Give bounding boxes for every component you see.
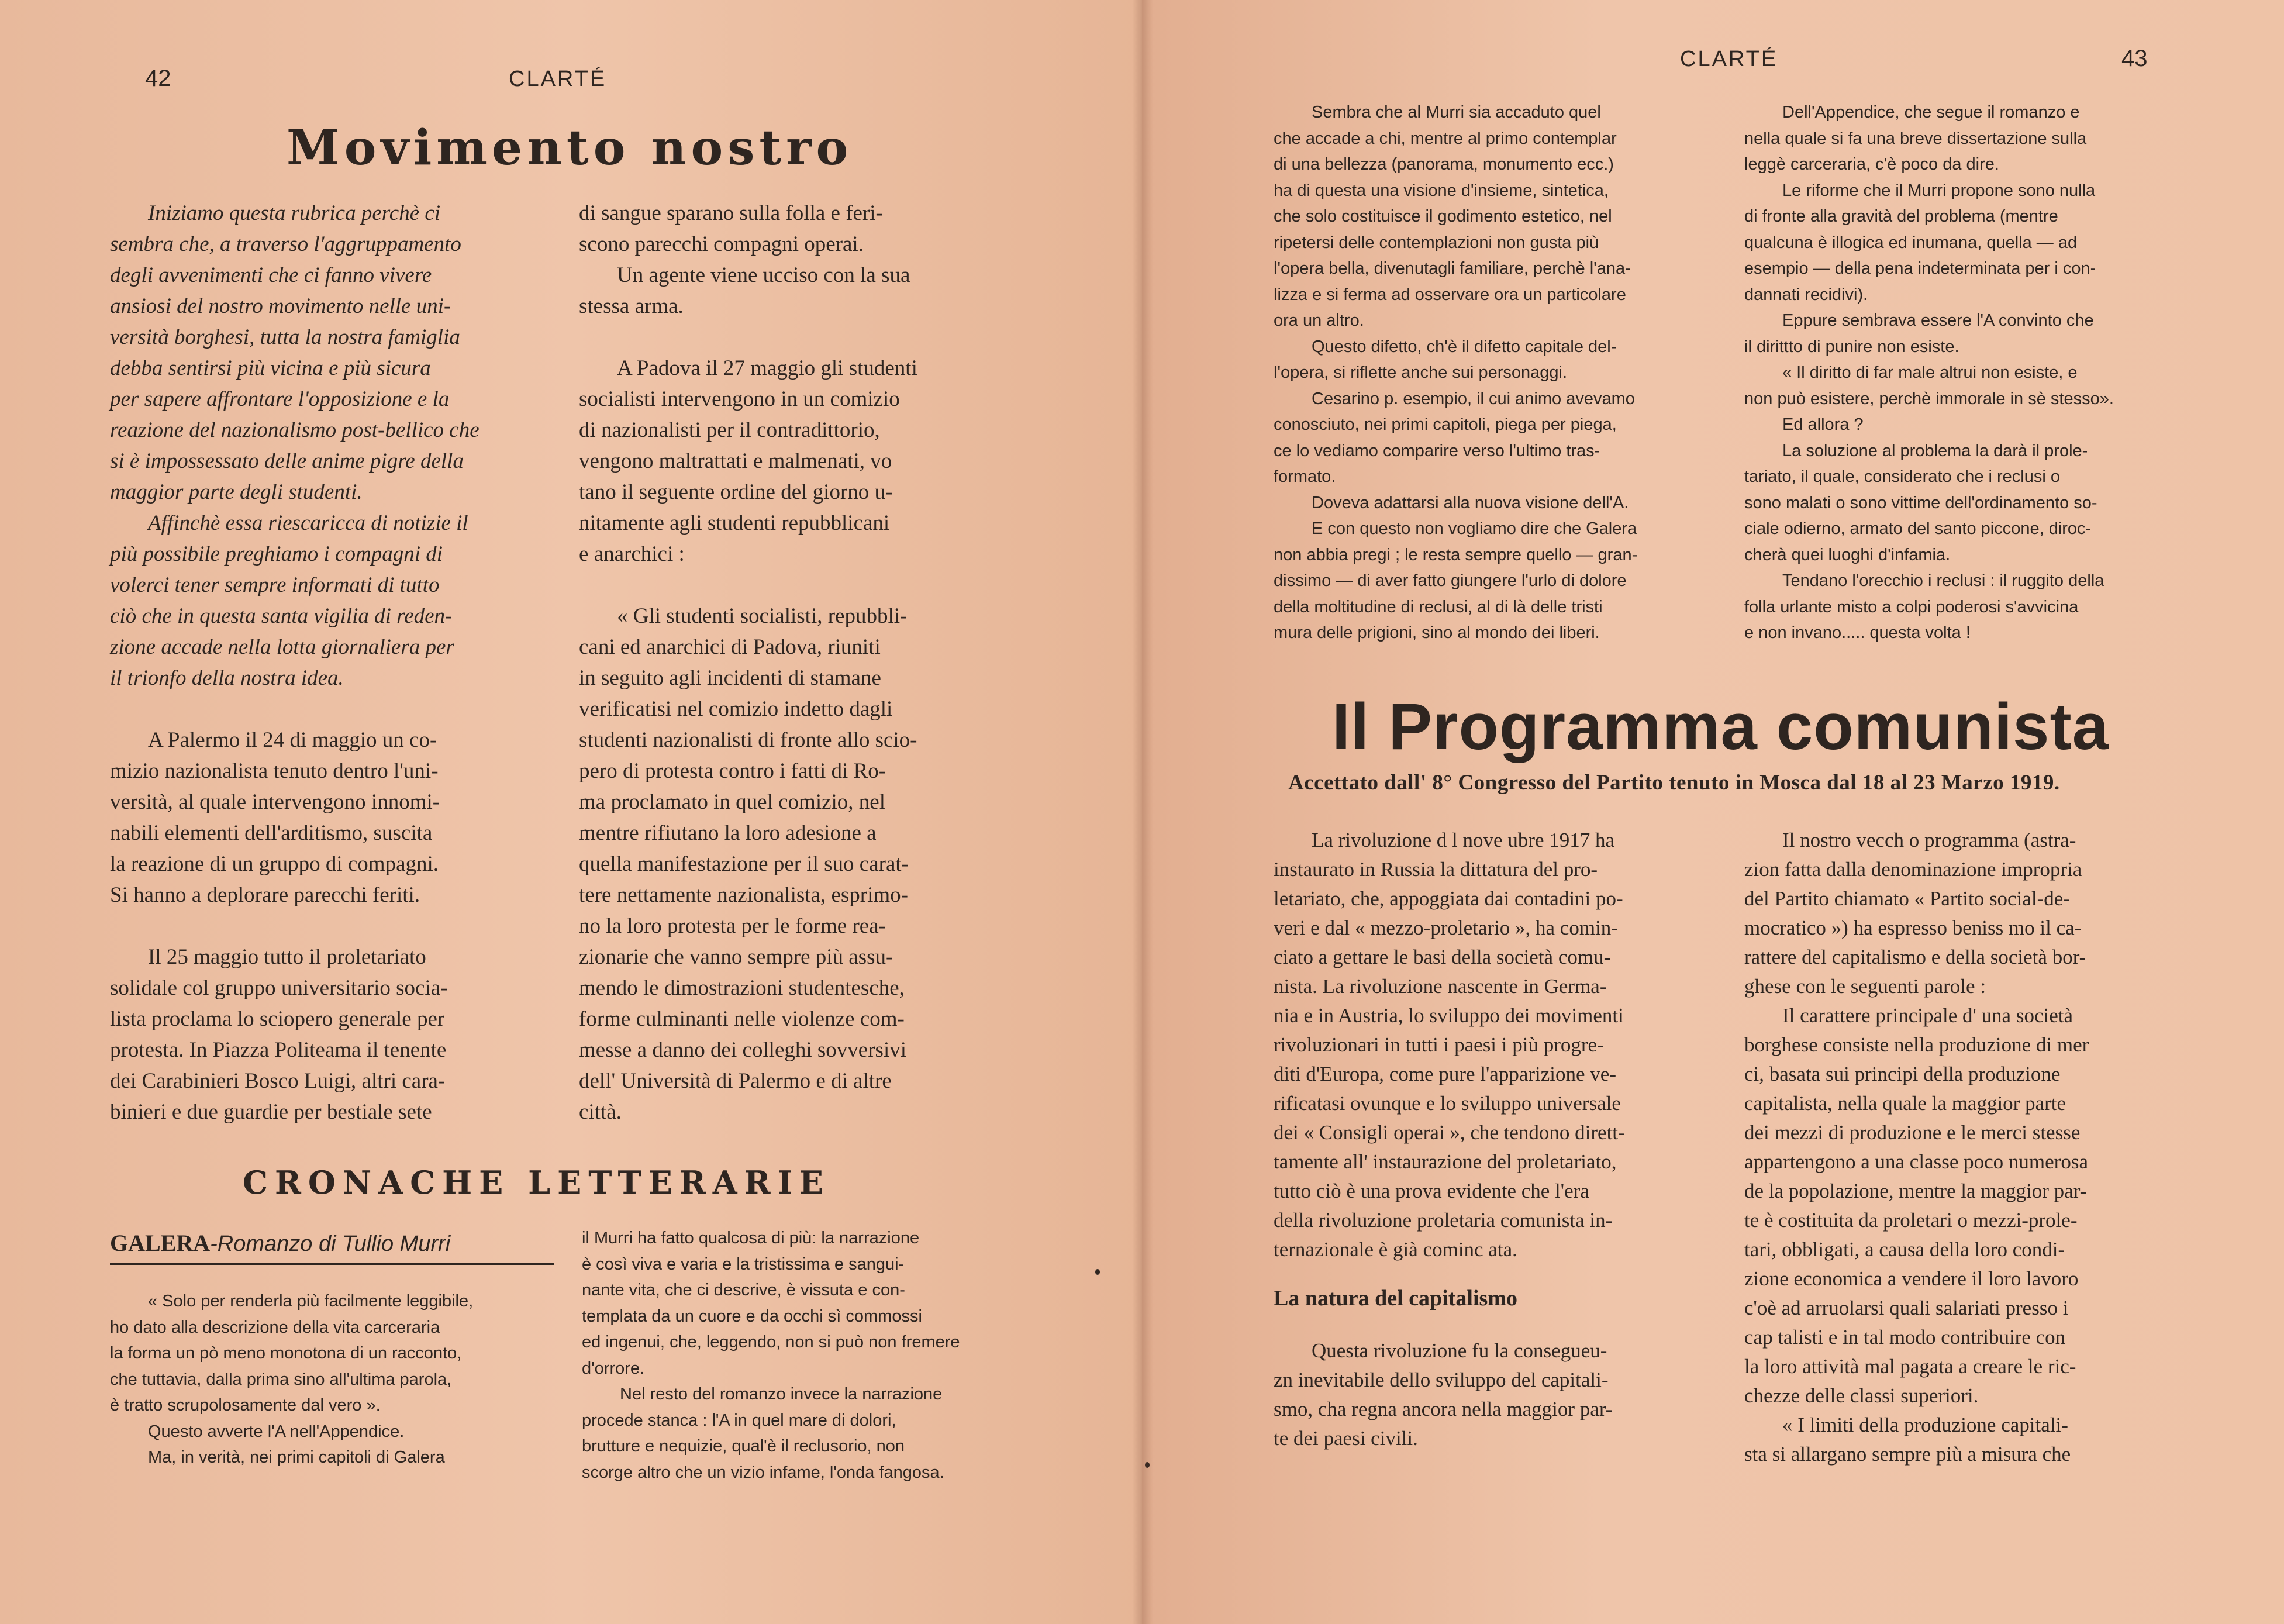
text-line: versità, al quale intervengono innomi-: [110, 790, 440, 814]
text-line: studenti nazionalisti di fronte allo scio-: [579, 728, 917, 752]
text-line: nabili elementi dell'arditismo, suscita: [110, 821, 433, 845]
text-line: ansiosi del nostro movimento nelle uni-: [110, 294, 451, 318]
text-line: Ed allora ?: [1782, 415, 1864, 434]
text-line: per sapere affrontare l'opposizione e la: [110, 387, 450, 411]
right-column: [579, 198, 1022, 1128]
review-column-4: [1744, 99, 2168, 646]
text-line: pero di protesta contro i fatti di Ro-: [579, 759, 886, 783]
text-line: Iniziamo questa rubrica perchè ci: [148, 201, 441, 225]
text-line: templata da un cuore e da occhi sì commossi: [582, 1306, 922, 1326]
text-line: Questo difetto, ch'è il difetto capitale del-: [1312, 337, 1617, 356]
text-line: è così viva e varia e la tristissima e sangui-: [582, 1254, 905, 1274]
text-line: smo, cha regna ancora nella maggior par-: [1274, 1398, 1613, 1420]
text-line: della moltitudine di reclusi, al di là delle tristi: [1274, 597, 1603, 616]
text-line: ed ingenui, che, leggendo, non si può non fremere: [582, 1333, 960, 1351]
text-line: lizza e si ferma ad osservare ora un particolare: [1274, 285, 1626, 304]
text-line: Le riforme che il Murri propone sono nulla: [1782, 181, 2096, 200]
text-line: mocratico ») ha espresso beniss mo il ca-: [1744, 916, 2082, 939]
text-line: quella manifestazione per il suo carat-: [579, 852, 909, 876]
text-line: zn inevitabile dello sviluppo del capitali-: [1274, 1368, 1609, 1391]
text-line: mizio nazionalista tenuto dentro l'uni-: [110, 759, 439, 783]
text-line: nitamente agli studenti repubblicani: [579, 511, 890, 535]
text-line: la forma un pò meno monotona di un racconto,: [110, 1344, 462, 1363]
text-line: il Murri ha fatto qualcosa di più: la narrazione: [582, 1229, 920, 1247]
review-column-1: [110, 1288, 554, 1471]
text-line: ce lo vediamo comparire verso l'ultimo tras-: [1274, 441, 1600, 460]
text-line: Il 25 maggio tutto il proletariato: [148, 945, 426, 969]
program-column-1b: [1274, 1336, 1689, 1453]
text-line: ternazionale è già cominc ata.: [1274, 1238, 1517, 1261]
text-line: de la popolazione, mentre la maggior par-: [1744, 1180, 2087, 1202]
text-line: chezze delle classi superiori.: [1744, 1384, 1979, 1407]
text-line: capitalista, nella quale la maggior parte: [1744, 1092, 2066, 1115]
program-column-1: [1274, 826, 1689, 1264]
text-line: A Padova il 27 maggio gli studenti: [617, 356, 917, 380]
text-line: scorge altro che un vizio infame, l'onda fangosa.: [582, 1463, 944, 1482]
ink-speck: [1095, 1269, 1100, 1275]
program-column-2: [1744, 826, 2161, 1469]
text-line: procede stanca : l'A in quel mare di dolori,: [582, 1411, 896, 1430]
text-line: Il nostro vecch o programma (astra-: [1782, 829, 2076, 851]
padova-quote: [579, 601, 1022, 1128]
text-line: binieri e due guardie per bestiale sete: [110, 1100, 432, 1124]
text-line: nista. La rivoluzione nascente in Germa-: [1274, 975, 1607, 998]
text-line: e non invano..... questa volta !: [1744, 623, 1971, 642]
text-line: folla urlante misto a colpi poderosi s'avvicina: [1744, 597, 2079, 616]
text-line: La soluzione al problema la darà il prole-: [1782, 441, 2088, 460]
right-page: [1142, 0, 2284, 1624]
text-line: vengono maltrattati e malmenati, vo: [579, 449, 892, 473]
text-line: debba sentirsi più vicina e più sicura: [110, 356, 431, 380]
text-line: Affinchè essa riescaricca di notizie il: [148, 511, 468, 535]
text-line: A Palermo il 24 di maggio un co-: [148, 728, 437, 752]
text-line: zion fatta dalla denominazione impropria: [1744, 858, 2082, 881]
text-line: te è costituita da proletari o mezzi-prole-: [1744, 1209, 2078, 1232]
text-line: che solo costituisce il godimento estetico, nel: [1274, 207, 1612, 226]
book-title: GALERA: [110, 1230, 211, 1256]
text-line: rificatasi ovunque e lo sviluppo universale: [1274, 1092, 1621, 1115]
program-subtitle: Accettato dall' 8° Congresso del Partito tenuto in Mosca dal 18 al 23 Marzo 1919.: [1288, 771, 2060, 795]
text-line: zione economica a vendere il loro lavoro: [1744, 1267, 2079, 1290]
running-head: CLARTÉ: [509, 67, 607, 91]
text-line: tutto ciò è una prova evidente che l'era: [1274, 1180, 1589, 1202]
text-line: non abbia pregi ; le resta sempre quello — gran-: [1274, 545, 1638, 564]
text-line: nante vita, che ci descrive, è vissuta e con-: [582, 1281, 905, 1299]
text-line: mendo le dimostrazioni studentesche,: [579, 976, 905, 1000]
text-line: Questo avverte l'A nell'Appendice.: [148, 1422, 405, 1441]
text-line: appartengono a una classe poco numerosa: [1744, 1150, 2088, 1173]
text-line: forme culminanti nelle violenze com-: [579, 1007, 905, 1031]
text-line: volerci tener sempre informati di tutto: [110, 573, 440, 597]
text-line: di nazionalisti per il contradittorio,: [579, 418, 880, 442]
text-line: di sangue sparano sulla folla e feri-: [579, 201, 883, 225]
text-line: brutture e nequizie, qual'è il reclusorio, non: [582, 1437, 905, 1456]
text-line: dissimo — di aver fatto giungere l'urlo di dolore: [1274, 571, 1627, 590]
text-line: « Il diritto di far male altrui non esiste, e: [1782, 363, 2078, 382]
text-line: tamente all' instaurazione del proletariato,: [1274, 1150, 1617, 1173]
text-line: degli avvenimenti che ci fanno vivere: [110, 263, 432, 287]
text-line: Nel resto del romanzo invece la narrazione: [620, 1385, 943, 1404]
text-line: di fronte alla gravità del problema (mentre: [1744, 207, 2058, 226]
text-line: si è impossessato delle anime pigre della: [110, 449, 464, 473]
text-line: solidale col gruppo universitario socia-: [110, 976, 448, 1000]
may-25-paragraph: [110, 942, 550, 1128]
text-line: ciato a gettare le basi della società comu-: [1274, 946, 1611, 968]
text-line: scono parecchi compagni operai.: [579, 232, 864, 256]
text-line: dei Carabinieri Bosco Luigi, altri cara-: [110, 1069, 446, 1093]
text-line: Si hanno a deplorare parecchi feriti.: [110, 883, 420, 907]
text-line: è tratto scrupolosamente dal vero ».: [110, 1396, 381, 1415]
text-line: letariato, che, appoggiata dai contadini po-: [1274, 887, 1623, 910]
text-line: socialisti intervengono in un comizio: [579, 387, 900, 411]
section-title-cronache: CRONACHE LETTERARIE: [243, 1164, 830, 1201]
text-line: sta si allargano sempre più a misura che: [1744, 1443, 2071, 1466]
text-line: la loro attività mal pagata a creare le ric-: [1744, 1355, 2076, 1378]
text-line: ghese con le seguenti parole :: [1744, 975, 1986, 998]
text-line: il dirittto di punire non esiste.: [1744, 337, 1959, 356]
text-line: cap talisti e in tal modo contribuire con: [1744, 1326, 2066, 1349]
book-gutter: [1132, 0, 1153, 1624]
text-line: Questa rivoluzione fu la consegueu-: [1312, 1339, 1607, 1362]
text-line: Eppure sembrava essere l'A convinto che: [1782, 311, 2094, 330]
text-line: l'opera, si riflette anche sui personaggi.: [1274, 363, 1568, 382]
text-line: tano il seguente ordine del giorno u-: [579, 480, 893, 504]
text-line: di una bellezza (panorama, monumento ecc.): [1274, 155, 1614, 174]
article-title: Movimento nostro: [287, 120, 853, 176]
text-line: sembra che, a traverso l'aggruppamento: [110, 232, 461, 256]
running-head: CLARTÉ: [1680, 47, 1778, 71]
text-line: in seguito agli incidenti di stamane: [579, 666, 881, 690]
text-line: zione accade nella lotta giornaliera per: [110, 635, 454, 659]
text-line: che tuttavia, dalla prima sino all'ultima parola,: [110, 1370, 452, 1389]
review-column-2: [582, 1225, 1032, 1485]
text-line: ma proclamato in quel comizio, nel: [579, 790, 885, 814]
text-line: stessa arma.: [579, 294, 684, 318]
text-line: reazione del nazionalismo post-bellico che: [110, 418, 479, 442]
text-line: Dell'Appendice, che segue il romanzo e: [1782, 103, 2080, 122]
text-line: ha di questa una visione d'insieme, sintetica,: [1274, 181, 1609, 200]
text-line: esempio — della pena indeterminata per i con-: [1744, 259, 2096, 278]
page-number: 42: [145, 65, 171, 91]
text-line: tari, obbligati, a causa della loro condi-: [1744, 1238, 2065, 1261]
text-line: mentre rifiutano la loro adesione a: [579, 821, 877, 845]
text-line: ciale odierno, armato del santo piccone, diroc-: [1744, 519, 2092, 538]
text-line: messe a danno dei colleghi sovversivi: [579, 1038, 907, 1062]
book-subtitle: -Romanzo di Tullio Murri: [210, 1232, 451, 1256]
text-line: « Solo per renderla più facilmente leggibile,: [148, 1292, 474, 1311]
book-review-title: [110, 1229, 450, 1257]
program-title: Il Programma comunista: [1332, 690, 2110, 763]
text-line: no la loro protesta per le forme rea-: [579, 914, 886, 938]
text-line: dell' Università di Palermo e di altre: [579, 1069, 892, 1093]
text-line: E con questo non vogliamo dire che Galera: [1312, 519, 1637, 538]
text-line: c'oè ad arruolarsi quali salariati presso i: [1744, 1297, 2069, 1319]
text-line: veri e dal « mezzo-proletario », ha comin-: [1274, 916, 1618, 939]
text-line: ripetersi delle contemplazioni non gusta più: [1274, 233, 1599, 252]
text-line: nella quale si fa una breve dissertazione sulla: [1744, 129, 2087, 148]
section-heading: La natura del capitalismo: [1274, 1286, 1517, 1311]
text-line: dei mezzi di produzione e le merci stesse: [1744, 1121, 2081, 1144]
text-line: città.: [579, 1100, 622, 1124]
text-line: La rivoluzione d l nove ubre 1917 ha: [1312, 829, 1615, 851]
text-line: ora un altro.: [1274, 311, 1364, 330]
text-line: instaurato in Russia la dittatura del pro-: [1274, 858, 1598, 881]
text-line: non può esistere, perchè immorale in sè stesso».: [1744, 389, 2114, 408]
text-line: sono malati o sono vittime dell'ordinamento so-: [1744, 493, 2097, 512]
text-line: versità borghesi, tutta la nostra famiglia: [110, 325, 460, 349]
text-line: conosciuto, nei primi capitoli, piega per piega,: [1274, 415, 1617, 434]
text-line: ho dato alla descrizione della vita carceraria: [110, 1318, 440, 1337]
text-line: Ma, in verità, nei primi capitoli di Galera: [148, 1448, 445, 1467]
text-line: rattere del capitalismo e della società bor-: [1744, 946, 2086, 968]
text-line: nia e in Austria, lo sviluppo dei movimenti: [1274, 1004, 1624, 1027]
text-line: zionarie che vanno sempre più assu-: [579, 945, 893, 969]
text-line: il trionfo della nostra idea.: [110, 666, 344, 690]
text-line: leggè carceraria, c'è poco da dire.: [1744, 155, 1999, 174]
text-line: « I limiti della produzione capitali-: [1782, 1413, 2068, 1436]
text-line: del Partito chiamato « Partito social-de-: [1744, 887, 2070, 910]
title-underline: [110, 1263, 554, 1265]
text-line: maggior parte degli studenti.: [110, 480, 363, 504]
text-line: diti d'Europa, come pure l'apparizione ve-: [1274, 1063, 1616, 1085]
text-line: l'opera bella, divenutagli familiare, perchè l'ana-: [1274, 259, 1631, 278]
text-line: ciò che in questa santa vigilia di reden-: [110, 604, 453, 628]
text-line: cani ed anarchici di Padova, riuniti: [579, 635, 881, 659]
text-line: protesta. In Piazza Politeama il tenente: [110, 1038, 447, 1062]
text-line: d'orrore.: [582, 1358, 645, 1378]
text-line: Sembra che al Murri sia accaduto quel: [1312, 103, 1601, 122]
text-line: rivoluzionari in tutti i paesi i più progre-: [1274, 1033, 1604, 1056]
text-line: che accade a chi, mentre al primo contemplar: [1274, 129, 1617, 148]
left-column: [110, 198, 550, 1128]
text-line: tere nettamente nazionalista, esprimo-: [579, 883, 908, 907]
text-line: formato.: [1274, 467, 1336, 486]
text-line: lista proclama lo sciopero generale per: [110, 1007, 445, 1031]
text-line: mura delle prigioni, sino al mondo dei liberi.: [1274, 623, 1600, 642]
text-line: qualcuna è illogica ed inumana, quella — ad: [1744, 233, 2078, 252]
palermo-paragraph: [110, 725, 550, 911]
text-line: borghese consiste nella produzione di mer: [1744, 1033, 2089, 1056]
text-line: tariato, il quale, considerato che i reclusi o: [1744, 467, 2061, 486]
text-line: te dei paesi civili.: [1274, 1427, 1418, 1450]
text-line: Doveva adattarsi alla nuova visione dell'A.: [1312, 493, 1629, 512]
text-line: ci, basata sui principi della produzione: [1744, 1063, 2061, 1085]
text-line: Un agente viene ucciso con la sua: [617, 263, 910, 287]
text-line: della rivoluzione proletaria comunista in-: [1274, 1209, 1613, 1232]
text-line: e anarchici :: [579, 542, 685, 566]
text-line: dannati recidivi).: [1744, 285, 1868, 304]
text-line: più possibile preghiamo i compagni di: [110, 542, 443, 566]
review-column-3: [1274, 99, 1695, 646]
text-line: dei « Consigli operai », che tendono dirett-: [1274, 1121, 1625, 1144]
text-line: Il carattere principale d' una società: [1782, 1004, 2073, 1027]
text-line: verificatisi nel comizio indetto dagli: [579, 697, 893, 721]
text-line: la reazione di un gruppo di compagni.: [110, 852, 439, 876]
page-number: 43: [2121, 46, 2148, 71]
text-line: Cesarino p. esempio, il cui animo avevamo: [1312, 389, 1635, 408]
padova-paragraph: [579, 353, 1022, 570]
intro-paragraph: [110, 198, 550, 694]
text-line: « Gli studenti socialisti, repubbli-: [617, 604, 908, 628]
text-line: cherà quei luoghi d'infamia.: [1744, 545, 1951, 564]
text-line: Tendano l'orecchio i reclusi : il ruggito della: [1782, 571, 2104, 590]
